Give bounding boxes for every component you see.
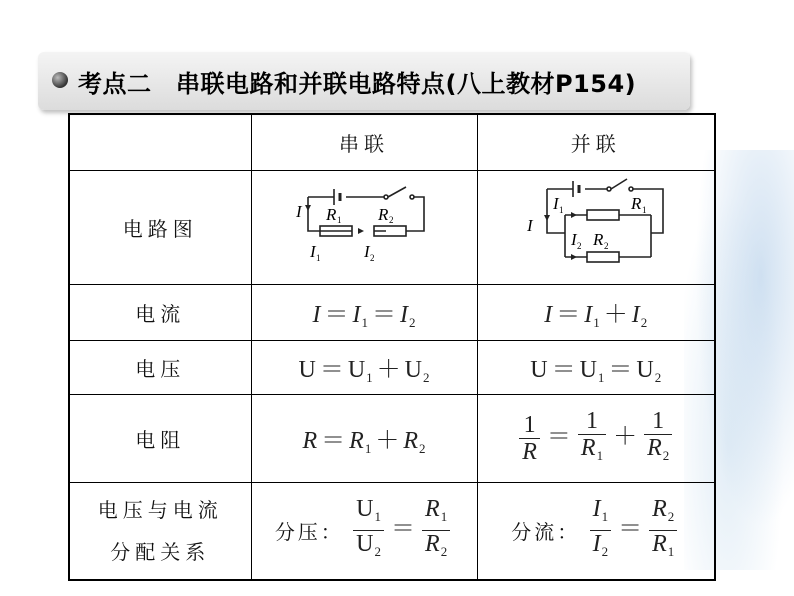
parallel-distribution-cell <box>477 482 715 580</box>
series-current-cell <box>251 284 477 340</box>
series-label-R1: R <box>326 204 337 224</box>
series-label-R2-sub: 2 <box>389 214 394 225</box>
distribution-label-line2: 分配关系 <box>110 539 211 564</box>
parallel-label-I2: I <box>570 229 577 249</box>
series-resistance-cell <box>251 394 477 482</box>
parallel-current-formula: $I = I_1 + I_2$ <box>544 301 648 330</box>
parallel-label-I2-sub: 2 <box>576 240 582 251</box>
parallel-distribution-prefix: 分流： <box>511 520 581 545</box>
series-voltage-formula: $U = U_1 + U_2$ <box>298 356 430 385</box>
parallel-label-R1-sub: 1 <box>641 204 647 215</box>
circuit-label: 电路图 <box>69 170 251 284</box>
series-circuit-diagram <box>294 177 434 273</box>
parallel-label-I1: I <box>552 193 559 213</box>
series-label-I1: I <box>310 241 316 261</box>
series-circuit-cell <box>251 170 477 284</box>
parallel-voltage-cell <box>477 340 715 394</box>
parallel-circuit-cell <box>477 170 715 284</box>
parallel-circuit-diagram <box>521 177 671 273</box>
series-voltage-cell <box>251 340 477 394</box>
parallel-label-R2-sub: 2 <box>603 240 609 251</box>
comparison-table <box>68 113 716 581</box>
distribution-label-line1: 电压与电流 <box>97 497 223 522</box>
series-distribution-formula: $\frac{U_1}{U_2}$ ＝ $\frac{R_1}{R_2}$ <box>350 516 453 542</box>
parallel-resistance-cell <box>477 394 715 482</box>
title-bar <box>38 52 690 110</box>
parallel-label-R2: R <box>592 229 604 249</box>
parallel-resistance-formula: $\frac{1}{R}$ ＝ $\frac{1}{R_1}$ ＋ $\frac{1}{R_2}$ <box>516 424 675 450</box>
parallel-current-cell <box>477 284 715 340</box>
bullet-icon <box>52 72 68 88</box>
series-label-R1-sub: 1 <box>337 214 342 225</box>
series-label-I2: I <box>364 241 370 261</box>
current-row <box>69 284 715 340</box>
distribution-label <box>69 482 251 580</box>
series-current-formula: $I = I_1 = I_2$ <box>312 301 416 330</box>
series-distribution-cell <box>251 482 477 580</box>
page-title: 考点二 串联电路和并联电路特点(八上教材P154) <box>78 70 637 98</box>
parallel-label-I: I <box>526 215 533 235</box>
voltage-row <box>69 340 715 394</box>
circuit-row <box>69 170 715 284</box>
series-label-R2: R <box>378 204 389 224</box>
header-empty-cell <box>69 114 251 170</box>
parallel-voltage-formula: $U = U_1 = U_2$ <box>530 356 662 385</box>
current-label: 电流 <box>69 284 251 340</box>
voltage-label: 电压 <box>69 340 251 394</box>
header-series: 串联 <box>251 114 477 170</box>
series-label-I1-sub: 1 <box>316 252 321 263</box>
header-parallel: 并联 <box>477 114 715 170</box>
resistance-label: 电阻 <box>69 394 251 482</box>
header-row <box>69 114 715 170</box>
series-label-I: I <box>296 201 302 221</box>
resistance-row <box>69 394 715 482</box>
distribution-row <box>69 482 715 580</box>
parallel-label-R1: R <box>630 193 642 213</box>
series-distribution-prefix: 分压： <box>274 520 344 545</box>
parallel-distribution-formula: $\frac{I_1}{I_2}$ ＝ $\frac{R_2}{R_1}$ <box>587 516 681 542</box>
series-label-I2-sub: 2 <box>370 252 375 263</box>
parallel-label-I1-sub: 1 <box>558 204 564 215</box>
series-resistance-formula: $R = R_1 + R_2$ <box>302 427 426 456</box>
